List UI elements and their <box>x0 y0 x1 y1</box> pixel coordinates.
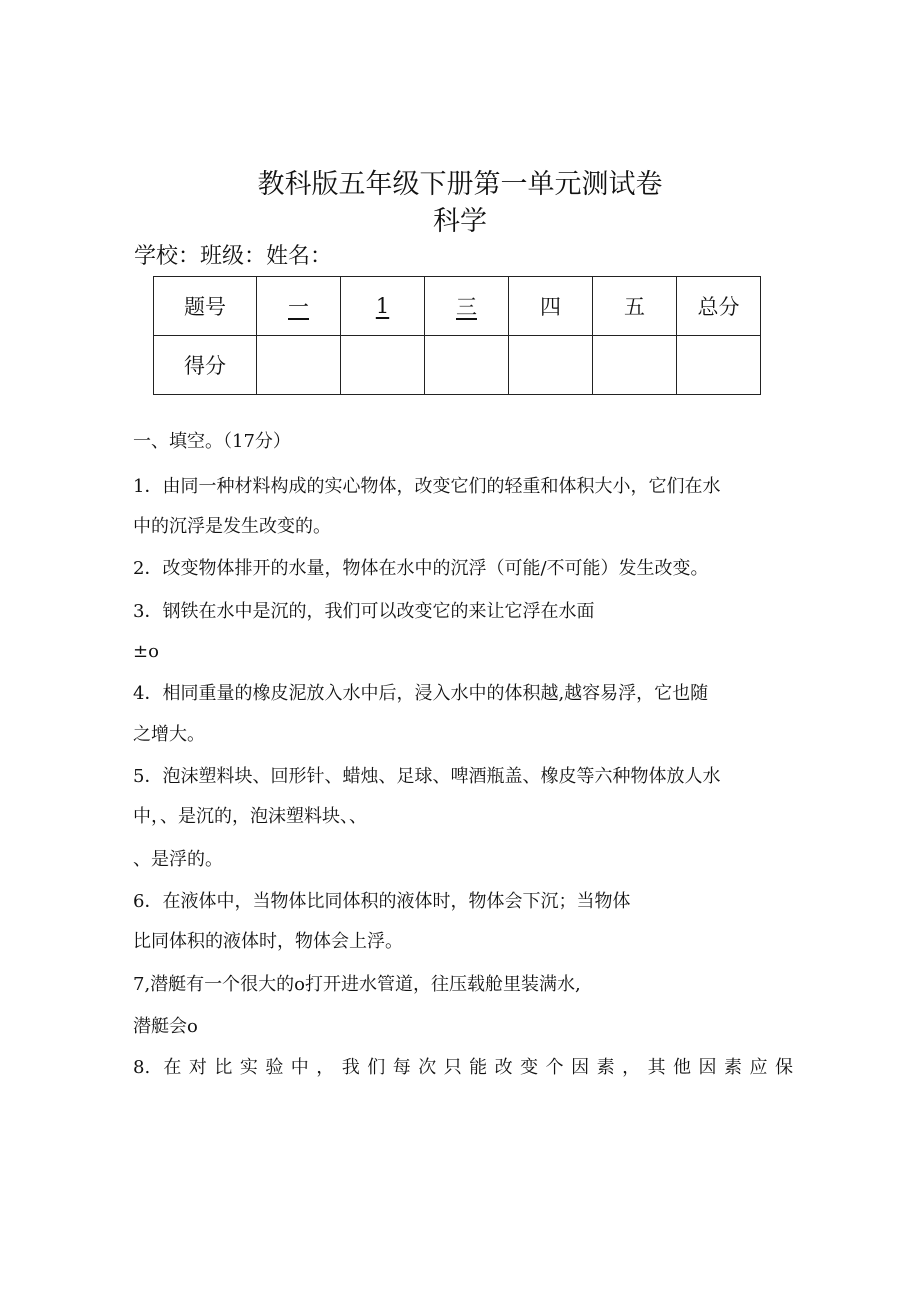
score-table <box>153 276 761 395</box>
col-one <box>257 277 341 336</box>
col-five: 五 <box>593 277 677 336</box>
col-three-label: 三 <box>456 295 477 319</box>
score-cell[interactable] <box>341 336 425 395</box>
col-four: 四 <box>509 277 593 336</box>
score-cell[interactable] <box>593 336 677 395</box>
question-line: 中的沉浮是发生改变的。 <box>133 516 331 537</box>
score-label: 得分 <box>154 336 257 395</box>
question-line: 4．相同重量的橡皮泥放入水中后，浸入水中的体积越,越容易浮，它也随 <box>133 683 709 704</box>
score-cell[interactable] <box>425 336 509 395</box>
question-line: 比同体积的液体时，物体会上浮。 <box>133 931 403 952</box>
question-line: 5．泡沫塑料块、回形针、蜡烛、足球、啤酒瓶盖、橡皮等六种物体放人水 <box>133 766 721 787</box>
question-line: 7,潜艇有一个很大的o打开进水管道，往压载舱里装满水, <box>133 974 581 995</box>
question-line: 、是浮的。 <box>133 849 223 870</box>
question-line: 6．在液体中，当物体比同体积的液体时，物体会下沉；当物体 <box>133 891 631 912</box>
section-heading: 一、填空。（17分） <box>133 431 291 452</box>
question-line: 3．钢铁在水中是沉的，我们可以改变它的来让它浮在水面 <box>133 601 595 622</box>
question-line: 8. 在对比实验中，我们每次只能改变个因素，其他因素应保 <box>133 1057 793 1078</box>
question-line: 中，、是沉的，泡沫塑料块、、 <box>133 806 367 827</box>
question-number-label: 题号 <box>154 277 257 336</box>
score-table-header-row <box>154 277 761 336</box>
student-info-line: 学校：班级：姓名： <box>134 244 333 269</box>
score-cell[interactable] <box>509 336 593 395</box>
score-table-score-row <box>154 336 761 395</box>
col-three <box>425 277 509 336</box>
col-total: 总分 <box>677 277 761 336</box>
question-line: 2．改变物体排开的水量，物体在水中的沉浮（可能/不可能）发生改变。 <box>133 558 709 579</box>
question-line: 1．由同一种材料构成的实心物体，改变它们的轻重和体积大小，它们在水 <box>133 476 721 497</box>
col-two-label: 1 <box>375 294 390 318</box>
question-line: 潜艇会o <box>133 1016 198 1037</box>
page-title: 教科版五年级下册第一单元测试卷 <box>257 169 663 200</box>
col-two <box>341 277 425 336</box>
col-one-label: 一 <box>288 295 309 319</box>
score-cell[interactable] <box>257 336 341 395</box>
score-cell[interactable] <box>677 336 761 395</box>
subject-title: 科学 <box>433 206 487 237</box>
question-line: ±o <box>133 641 159 662</box>
question-line: 之增大。 <box>133 724 205 745</box>
